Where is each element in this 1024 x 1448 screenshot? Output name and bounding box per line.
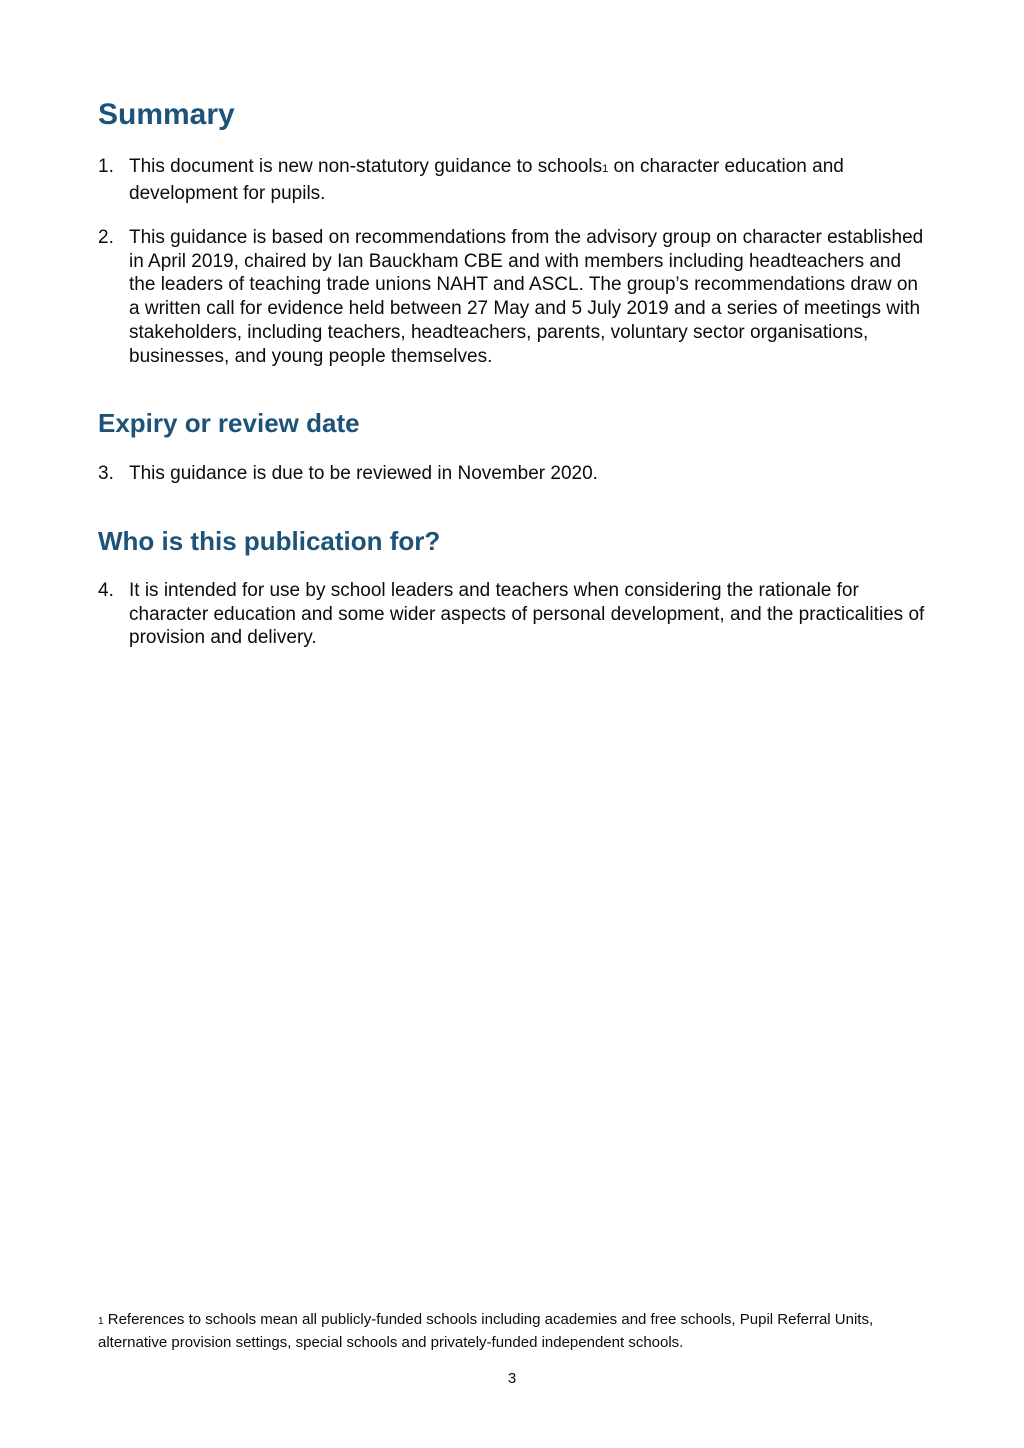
paragraph-text: This guidance is due to be reviewed in November 2020. <box>129 463 598 484</box>
footnote <box>98 1309 928 1353</box>
paragraph-2 <box>98 226 928 368</box>
footnote-reference[interactable]: 1 <box>602 163 609 175</box>
heading-summary: Summary <box>98 98 235 131</box>
heading-expiry: Expiry or review date <box>98 408 360 438</box>
paragraph-text <box>129 155 928 205</box>
page-number: 3 <box>507 1370 517 1387</box>
heading-audience: Who is this publication for? <box>98 526 441 556</box>
paragraph-number: 1. <box>98 156 114 177</box>
paragraph-text-before: This document is new non-statutory guidance to schools <box>129 156 603 177</box>
paragraph-1 <box>98 155 928 205</box>
paragraph-text-after: on character education and development for pupils. <box>129 156 844 204</box>
footnote-mark: 1 <box>98 1316 104 1327</box>
paragraph-3 <box>98 462 928 486</box>
footnote-text: References to schools mean all publicly-funded schools including academies and free schools, Pupil Referral Units, alternative provision settings, special schools and privately-funded independent schools. <box>98 1311 874 1351</box>
paragraph-text: It is intended for use by school leaders and teachers when considering the rationale for character education and some wider aspects of personal development, and the practicalities of provision and delivery. <box>129 580 925 649</box>
paragraph-text: This guidance is based on recommendations from the advisory group on character established in April 2019, chaired by Ian Bauckham CBE and with members including headteachers and the leaders of teaching trade unions NAHT and ASCL. The group’s recommendations draw on a written call for evidence held between 27 May and 5 July 2019 and a series of meetings with stakeholders, including teachers, headteachers, parents, voluntary sector organisations, businesses, and young people themselves. <box>129 227 924 367</box>
paragraph-number: 2. <box>98 227 114 248</box>
paragraph-number: 4. <box>98 580 114 601</box>
paragraph-number: 3. <box>98 463 114 484</box>
paragraph-4 <box>98 579 928 650</box>
